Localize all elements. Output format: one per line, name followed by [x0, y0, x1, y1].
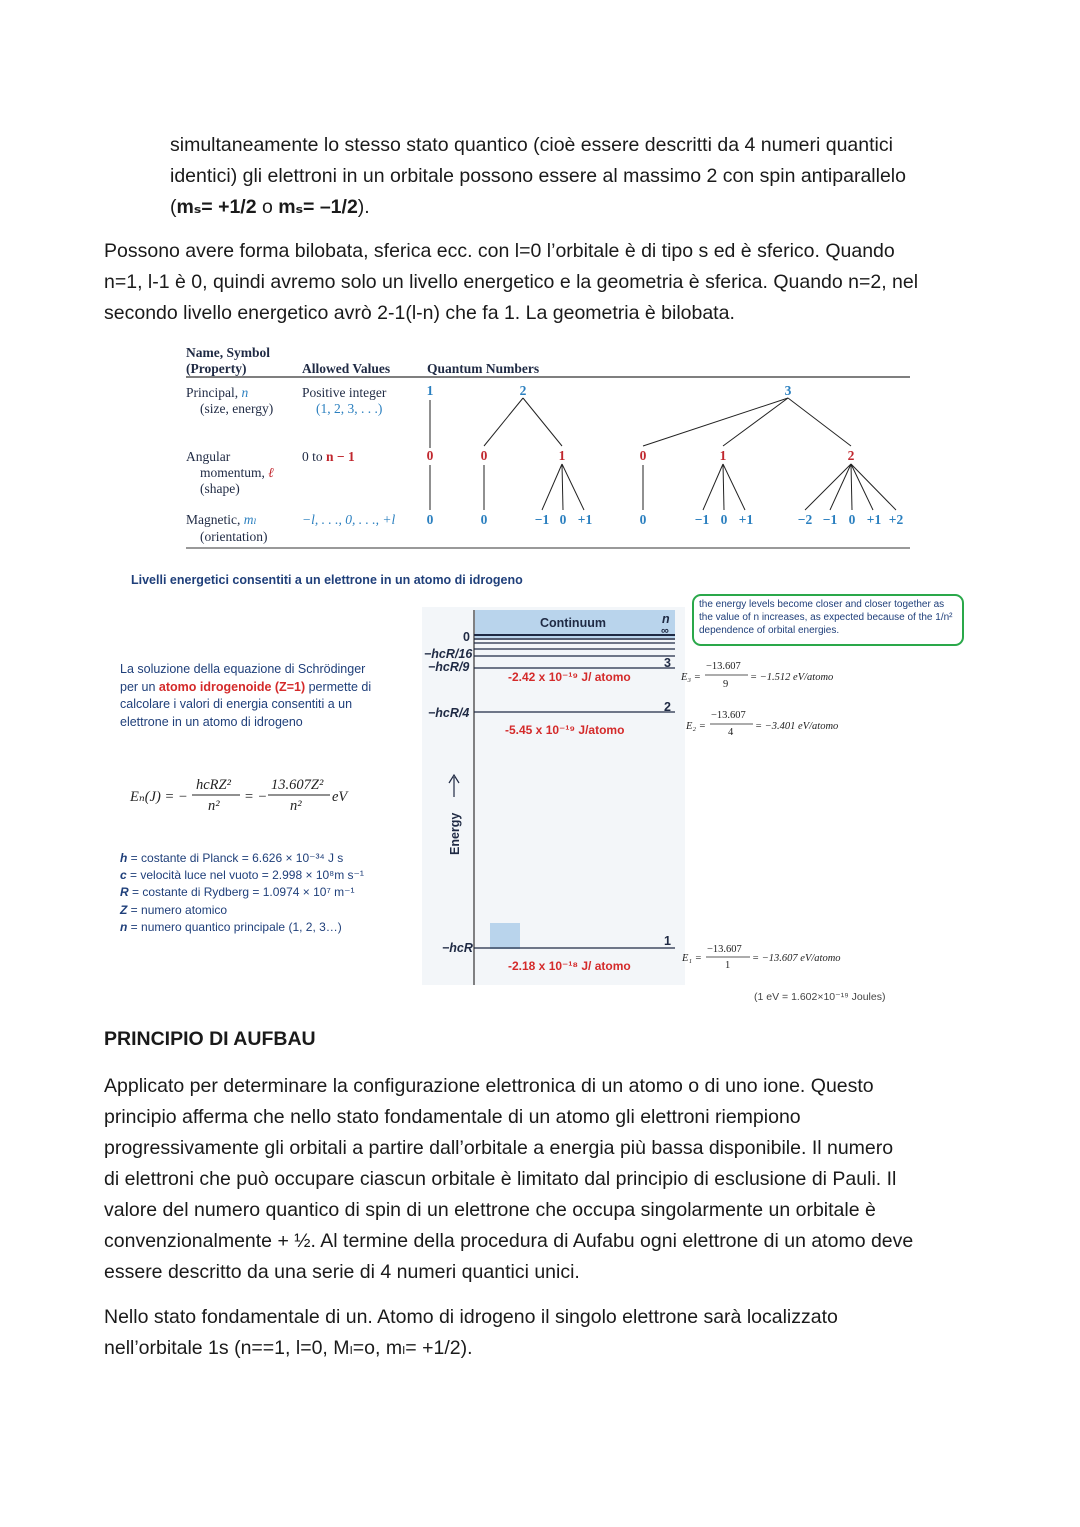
l-value: 1 [719, 448, 727, 463]
eq2-rhs: = −3.401 eV/atomo [755, 721, 839, 732]
eq1-rhs: = −13.607 eV/atomo [752, 953, 841, 964]
ml-value: −1 [694, 512, 710, 527]
magnetic-property: (orientation) [200, 529, 268, 544]
energy-value: -2.42 x 10⁻¹⁹ J/ atomo [508, 670, 631, 684]
text-line: principio afferma che nello stato fondamentale di un atomo gli elettroni riempiono [104, 1106, 801, 1128]
legend-item: c = velocità luce nel vuoto = 2.998 × 10⁸m s⁻¹ [120, 868, 364, 882]
eq3-den: 9 [723, 679, 729, 690]
eq1-den: 1 [725, 960, 731, 971]
section-heading: PRINCIPIO DI AUFBAU [104, 1028, 316, 1050]
text-line: Applicato per determinare la configurazione elettronica di un atomo o di uno ione. Questo [104, 1075, 874, 1097]
constants-legend [119, 851, 364, 934]
text-line: identici) gli elettroni in un orbitale possono essere al massimo 2 con spin antiparallelo [170, 165, 906, 187]
magnetic-label: Magnetic, mₗ [186, 512, 257, 527]
angular-property: (shape) [200, 481, 240, 496]
level-label: −hcR/9 [428, 660, 470, 674]
text-line: Nello stato fondamentale di un. Atomo di idrogeno il singolo elettrone sarà localizzato [104, 1306, 838, 1328]
text-line: (mₛ= +1/2 o mₛ= –1/2). [170, 196, 370, 218]
description-line: calcolare i valori di energia consentiti a un [120, 697, 353, 711]
header-quantum-numbers: Quantum Numbers [427, 361, 540, 376]
l-value: 2 [847, 448, 855, 463]
n-value: 2 [519, 383, 527, 398]
header-name-symbol: Name, Symbol [186, 345, 270, 360]
eq2-lhs: E₂ = [686, 721, 706, 732]
hydrogen-ground-state-paragraph [104, 1302, 984, 1364]
energy-value: -2.18 x 10⁻¹⁸ J/ atomo [508, 959, 631, 973]
formula-denominator: n² [290, 798, 302, 814]
header-property: (Property) [186, 361, 247, 376]
orbital-shape-paragraph [104, 236, 984, 329]
ml-value: −1 [534, 512, 550, 527]
ml-value: 0 [639, 512, 647, 527]
eq2-den: 4 [728, 727, 734, 738]
formula-mid: = − [244, 789, 268, 805]
n-value: 1 [426, 383, 434, 398]
n-header: n [662, 612, 670, 626]
ml-value: 0 [426, 512, 434, 527]
ml-value: +1 [738, 512, 754, 527]
ml-value: +1 [577, 512, 593, 527]
ml-value: −1 [822, 512, 838, 527]
note-text: the energy levels become closer and closer together as the value of n increases, as expected because of the 1/n² dependence of orbital energies. [699, 599, 953, 636]
text-line: secondo livello energetico avrò 2-1(l-n) che fa 1. La geometria è bilobata. [104, 302, 735, 324]
eq1-lhs: E₁ = [682, 953, 702, 964]
l-value: 0 [480, 448, 488, 463]
text-line: n=1, l-1 è 0, quindi avremo solo un livello energetico e la geometria è sferica. Quando n=2, nel [104, 271, 919, 293]
principal-allowed: Positive integer [302, 385, 387, 400]
magnetic-allowed: −l, . . ., 0, . . ., +l [302, 512, 396, 527]
n-level-number: 3 [664, 656, 671, 670]
eq3-rhs: = −1.512 eV/atomo [750, 672, 834, 683]
energy-value: -5.45 x 10⁻¹⁹ J/atomo [505, 723, 625, 737]
text-line: nell’orbitale 1s (n==1, l=0, Mₗ=o, mₗ= +1/2). [104, 1337, 473, 1359]
formula-numerator: hcRZ² [196, 777, 231, 793]
legend-item: R = costante di Rydberg = 1.0974 × 10⁷ m⁻¹ [120, 885, 355, 899]
ml-value: 0 [480, 512, 488, 527]
text-line: valore del numero quantico di spin di un elettrone che occupa singolarmente un orbitale è [104, 1199, 876, 1221]
description-line: La soluzione della equazione di Schrödinger [120, 662, 366, 676]
angular-label-2: momentum, ℓ [200, 465, 275, 480]
text-line: simultaneamente lo stesso stato quantico (cioè essere descritti da 4 numeri quantici [170, 134, 893, 156]
level-label: −hcR [442, 941, 473, 955]
formula-denominator: n² [208, 798, 220, 814]
figure-title: Livelli energetici consentiti a un elettrone in un atomo di idrogeno [131, 573, 523, 587]
svg-text:Energy: Energy [448, 812, 462, 855]
text-line: progressivamente gli orbitali a partire dall’orbitale a energia più bassa disponibile. Il numero [104, 1137, 894, 1159]
pauli-paragraph [170, 130, 980, 223]
n-level-number: 2 [664, 700, 671, 714]
ml-value: +2 [888, 512, 904, 527]
legend-item: Z = numero atomico [120, 903, 228, 917]
continuum-label: Continuum [540, 616, 606, 630]
n-value: 3 [784, 383, 792, 398]
text-line: essere descritto da una serie di 4 numeri quantici unici. [104, 1261, 580, 1283]
description-line: per un atomo idrogenoide (Z=1) permette di [120, 680, 372, 694]
aufbau-paragraph [104, 1071, 984, 1288]
ml-value: 0 [848, 512, 856, 527]
legend-item: h = costante di Planck = 6.626 × 10⁻³⁴ J s [120, 851, 344, 865]
conversion-note: (1 eV = 1.602×10⁻¹⁹ Joules) [754, 991, 886, 1003]
principal-label: Principal, n [186, 385, 249, 400]
header-allowed-values: Allowed Values [302, 361, 391, 376]
level-label: −hcR/4 [428, 706, 470, 720]
eq3-num: −13.607 [706, 661, 741, 672]
principal-property: (size, energy) [200, 401, 274, 416]
formula-numerator: 13.607Z² [271, 777, 324, 793]
eq2-num: −13.607 [711, 710, 746, 721]
ml-value: 0 [559, 512, 567, 527]
text-line: Possono avere forma bilobata, sferica ecc. con l=0 l’orbitale è di tipo s ed è sferico. Quando [104, 240, 895, 262]
eq1-num: −13.607 [707, 944, 742, 955]
ml-value: −2 [797, 512, 813, 527]
description-line: elettrone in un atomo di idrogeno [120, 715, 303, 729]
formula-lhs: Eₙ(J) = − [130, 789, 188, 805]
text-line: di elettroni che può occupare ciascun orbitale è limitato dal principio di esclusione di Pauli. Il [104, 1168, 897, 1190]
formula-unit: eV [332, 789, 348, 805]
spin-up-value: mₛ= +1/2 [176, 196, 257, 218]
energy-levels-figure [0, 565, 1080, 1010]
l-value: 1 [558, 448, 566, 463]
ml-value: +1 [866, 512, 882, 527]
quantum-numbers-table [0, 338, 1080, 558]
l-value: 0 [426, 448, 434, 463]
n-level-number: 1 [664, 934, 671, 948]
spin-down-value: mₛ= –1/2 [278, 196, 358, 218]
legend-item: n = numero quantico principale (1, 2, 3…) [120, 920, 342, 934]
zero-label: 0 [463, 630, 470, 644]
infinity-label: ∞ [661, 625, 669, 637]
ml-value: 0 [720, 512, 728, 527]
eq3-lhs: E₃ = [681, 672, 701, 683]
l-value: 0 [639, 448, 647, 463]
principal-allowed-values: (1, 2, 3, . . .) [316, 401, 383, 416]
angular-label: Angular [186, 449, 231, 464]
text-line: convenzionalmente + ½. Al termine della procedura di Aufabu ogni elettrone di un atomo deve [104, 1230, 914, 1252]
level-label: −hcR/16 [424, 647, 473, 661]
angular-allowed: 0 to n − 1 [302, 449, 355, 464]
